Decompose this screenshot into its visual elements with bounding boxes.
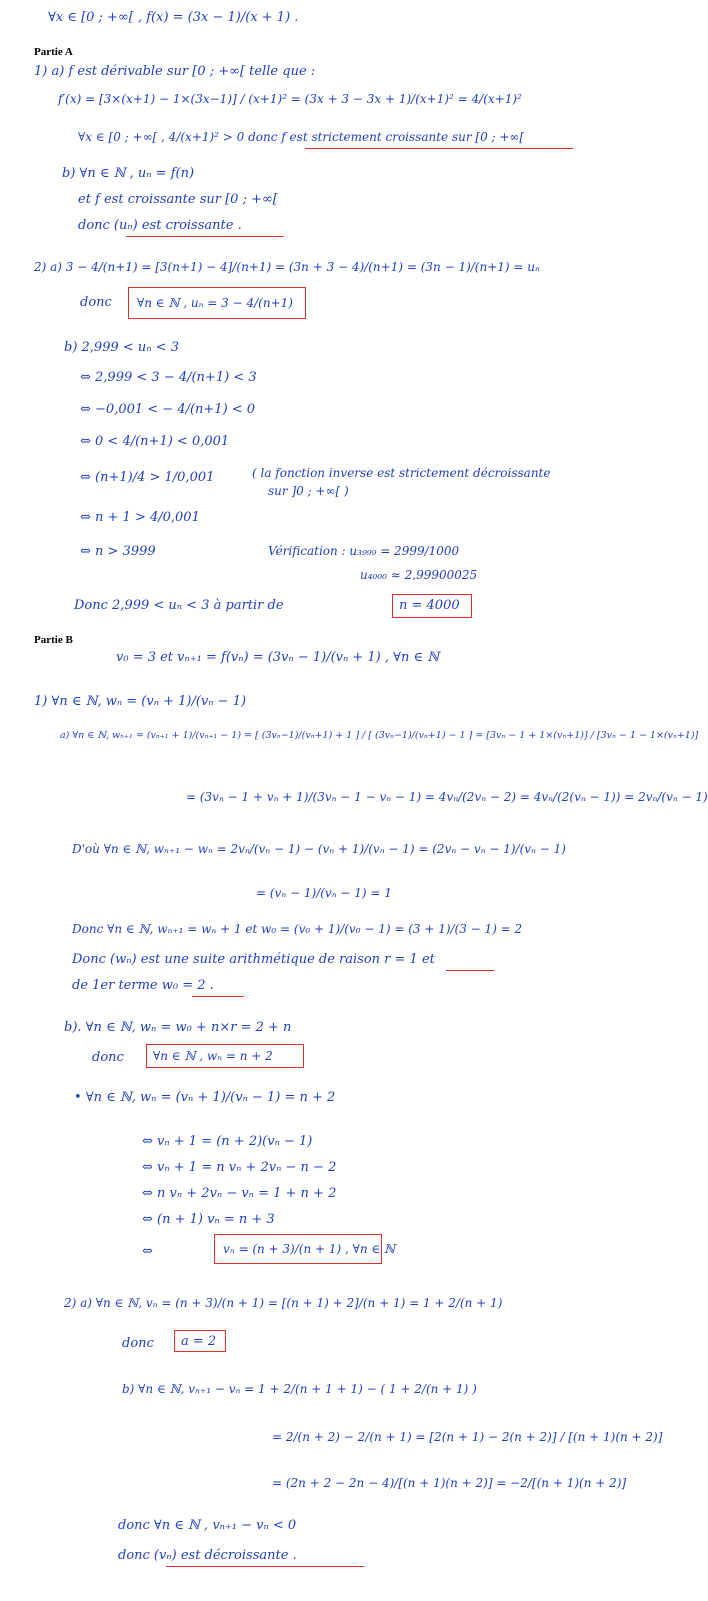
q2b-line-2: ⇔ 2,999 < 3 − 4/(n+1) < 3 (80, 370, 257, 385)
q1b-step-3: ⇔ n vₙ + 2vₙ − vₙ = 1 + n + 2 (142, 1186, 337, 1201)
q2b-line-1: b) 2,999 < uₙ < 3 (64, 340, 179, 355)
q2b-conclusion-text: Donc 2,999 < uₙ < 3 à partir de (74, 598, 284, 613)
q2b-line-7: ⇔ n > 3999 (80, 544, 156, 559)
q2a-result: ∀n ∈ ℕ , uₙ = 3 − 4/(n+1) (137, 296, 293, 310)
q1a-sign: ∀x ∈ [0 ; +∞[ , 4/(x+1)² > 0 donc f est strictement croissante sur [0 ; +∞[ (78, 130, 525, 144)
partb-definition: v₀ = 3 et vₙ₊₁ = f(vₙ) = (3vₙ − 1)/(vₙ + 1) , ∀n ∈ ℕ (116, 650, 440, 665)
q1b-step-4: ⇔ (n + 1) vₙ = n + 3 (142, 1212, 275, 1227)
q1b-w-result-box (146, 1044, 304, 1068)
q2b-line-3: = (2n + 2 − 2n − 4)/[(n + 1)(n + 2)] = −2/[(n + 1)(n + 2)] (272, 1476, 627, 1490)
q1a-first-term-underline (192, 996, 244, 997)
q1a-line-3: D'où ∀n ∈ ℕ, wₙ₊₁ − wₙ = 2vₙ/(vₙ − 1) − (vₙ + 1)/(vₙ − 1) = (2vₙ − vₙ − 1)/(vₙ − 1) (72, 842, 566, 856)
q2a-prefix: donc (80, 295, 112, 310)
q1a-reason-underline (446, 970, 494, 971)
q1a-line-1: a) ∀n ∈ ℕ, wₙ₊₁ = (vₙ₊₁ + 1)/(vₙ₊₁ − 1) = [ (3vₙ−1)/(vₙ+1) + 1 ] / [ (3vₙ−1)/(vₙ+1) − 1 ] = [3vₙ − 1 + 1×(vₙ+1)] / [3vₙ − 1 − 1×(vₙ+1)] (60, 730, 699, 741)
q1a-line-6: Donc (wₙ) est une suite arithmétique de raison r = 1 et (72, 952, 435, 967)
q1b-step-5: ⇔ (142, 1244, 153, 1259)
q1b-line-1: b). ∀n ∈ ℕ, wₙ = w₀ + n×r = 2 + n (64, 1020, 292, 1035)
q2b-conclusion-underline (166, 1566, 364, 1567)
section-title-partie-b: Partie B (34, 634, 73, 646)
q1b-v-result: vₙ = (n + 3)/(n + 1) , ∀n ∈ ℕ (223, 1242, 396, 1256)
q1b-line-2: et f est croissante sur [0 ; +∞[ (78, 192, 278, 207)
q1b-line-1: b) ∀n ∈ ℕ , uₙ = f(n) (62, 166, 195, 181)
q1b-v-result-box (214, 1234, 396, 1264)
q2b-line-4: donc ∀n ∈ ℕ , vₙ₊₁ − vₙ < 0 (118, 1518, 297, 1533)
q1b-conclusion-underline (126, 236, 284, 237)
q2a-calculation: 2) a) 3 − 4/(n+1) = [3(n+1) − 4]/(n+1) = (3n + 3 − 4)/(n+1) = (3n − 1)/(n+1) = uₙ (34, 260, 540, 274)
q2b-line-4: ⇔ 0 < 4/(n+1) < 0,001 (80, 434, 230, 449)
q2b-line-1: b) ∀n ∈ ℕ, vₙ₊₁ − vₙ = 1 + 2/(n + 1 + 1) − ( 1 + 2/(n + 1) ) (122, 1382, 477, 1396)
q2a-result-box (174, 1330, 226, 1352)
q2a-prefix: donc (122, 1336, 154, 1351)
q1a-derivative: f′(x) = [3×(x+1) − 1×(3x−1)] / (x+1)² = (3x + 3 − 3x + 1)/(x+1)² = 4/(x+1)² (58, 92, 522, 106)
q2b-note-2: sur ]0 ; +∞[ ) (268, 484, 349, 498)
q2a-line: 2) a) ∀n ∈ ℕ, vₙ = (n + 3)/(n + 1) = [(n + 1) + 2]/(n + 1) = 1 + 2/(n + 1) (64, 1296, 503, 1310)
q1a-line-2: = (3vₙ − 1 + vₙ + 1)/(3vₙ − 1 − vₙ − 1) = 4vₙ/(2vₙ − 2) = 4vₙ/(2(vₙ − 1)) = 2vₙ/(vₙ − 1) (186, 790, 708, 804)
q1a-line-7: de 1er terme w₀ = 2 . (72, 978, 214, 993)
q1a-line-5: Donc ∀n ∈ ℕ, wₙ₊₁ = wₙ + 1 et w₀ = (v₀ + 1)/(v₀ − 1) = (3 + 1)/(3 − 1) = 2 (72, 922, 523, 936)
q1a-line-4: = (vₙ − 1)/(vₙ − 1) = 1 (256, 886, 392, 900)
q1b-prefix: donc (92, 1050, 124, 1065)
q2b-note-1: ( la fonction inverse est strictement décroissante (252, 466, 551, 480)
function-definition: ∀x ∈ [0 ; +∞[ , f(x) = (3x − 1)/(x + 1) . (48, 10, 299, 25)
q1a-intro: 1) a) f est dérivable sur [0 ; +∞[ telle que : (34, 64, 316, 79)
q1a-conclusion-underline (305, 148, 573, 149)
q1b-w-result: ∀n ∈ ℕ , wₙ = n + 2 (153, 1049, 273, 1063)
q2a-result: a = 2 (181, 1334, 217, 1349)
q2b-verification-1: Vérification : u₃₉₉₉ = 2999/1000 (268, 544, 460, 558)
q2b-result-box (392, 594, 472, 618)
q1-w-definition: 1) ∀n ∈ ℕ, wₙ = (vₙ + 1)/(vₙ − 1) (34, 694, 247, 709)
section-title-partie-a: Partie A (34, 46, 73, 58)
q1b-line-3: donc (uₙ) est croissante . (78, 218, 242, 233)
q2b-line-5: ⇔ (n+1)/4 > 1/0,001 (80, 470, 215, 485)
q2b-verification-2: u₄₀₀₀ ≈ 2,99900025 (360, 568, 478, 582)
q2b-line-2: = 2/(n + 2) − 2/(n + 1) = [2(n + 1) − 2(n + 2)] / [(n + 1)(n + 2)] (272, 1430, 663, 1444)
q2b-line-6: ⇔ n + 1 > 4/0,001 (80, 510, 200, 525)
q2b-line-5: donc (vₙ) est décroissante . (118, 1548, 297, 1563)
q2a-result-box (128, 287, 306, 319)
q1b-step-2: ⇔ vₙ + 1 = n vₙ + 2vₙ − n − 2 (142, 1160, 337, 1175)
q1b-line-2: • ∀n ∈ ℕ, wₙ = (vₙ + 1)/(vₙ − 1) = n + 2 (74, 1090, 336, 1105)
q1b-step-1: ⇔ vₙ + 1 = (n + 2)(vₙ − 1) (142, 1134, 313, 1149)
q2b-line-3: ⇔ −0,001 < − 4/(n+1) < 0 (80, 402, 256, 417)
q2b-result: n = 4000 (399, 598, 460, 613)
